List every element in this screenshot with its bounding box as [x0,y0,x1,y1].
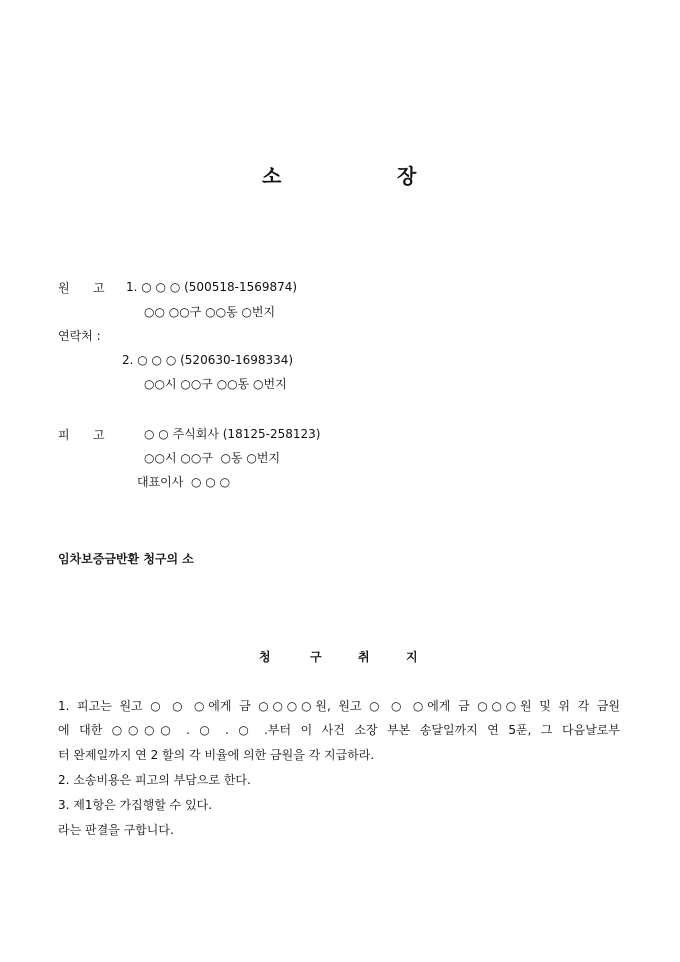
claim-line-4: 2. 소송비용은 피고의 부담으로 한다. [58,773,251,787]
contact-label: 연락처 : [58,329,101,343]
plaintiff-2-address: ○○시 ○○구 ○○동 ○번지 [144,377,287,391]
claim-heading-char-1: 청 [259,650,271,664]
plaintiff-2-line: 2. ○ ○ ○ (520630-1698334) [122,353,294,367]
plaintiff-1-line: 1. ○ ○ ○ (500518-1569874) [126,280,298,294]
plaintiff-1-address: ○○ ○○구 ○○동 ○번지 [144,305,276,319]
claim-line-3: 터 완제일까지 연 2 할의 각 비율에 의한 금원을 각 지급하라. [58,748,375,762]
claim-heading-char-3: 취 [358,650,370,664]
claim-heading-char-4: 지 [406,650,418,664]
claim-line-2: 에 대한 ○○○○ . ○ . ○ .부터 이 사건 소장 부본 송달일까지 연 5푼, 그 다음날로부 [58,723,620,737]
plaintiff-label-2: 고 [93,281,105,295]
title-char-left: 소 [262,164,282,188]
title-char-right: 장 [397,164,417,188]
claim-line-6: 라는 판결을 구합니다. [58,823,174,837]
defendant-company-line: ○ ○ 주식회사 (18125-258123) [144,427,321,441]
defendant-label-1: 피 [58,428,70,442]
plaintiff-label-1: 원 [58,281,70,295]
claim-line-5: 3. 제1항은 가집행할 수 있다. [58,798,213,812]
defendant-representative: 대표이사 ○ ○ ○ [137,475,231,489]
claim-heading-char-2: 구 [310,650,322,664]
defendant-label-2: 고 [93,428,105,442]
claim-line-1: 1. 피고는 원고 ○ ○ ○에게 금 ○○○○원, 원고 ○ ○ ○에게 금 ○○○원 및 위 각 금원 [58,699,620,713]
defendant-address: ○○시 ○○구 ○동 ○번지 [144,451,281,465]
case-name: 임차보증금반환 청구의 소 [58,552,194,566]
